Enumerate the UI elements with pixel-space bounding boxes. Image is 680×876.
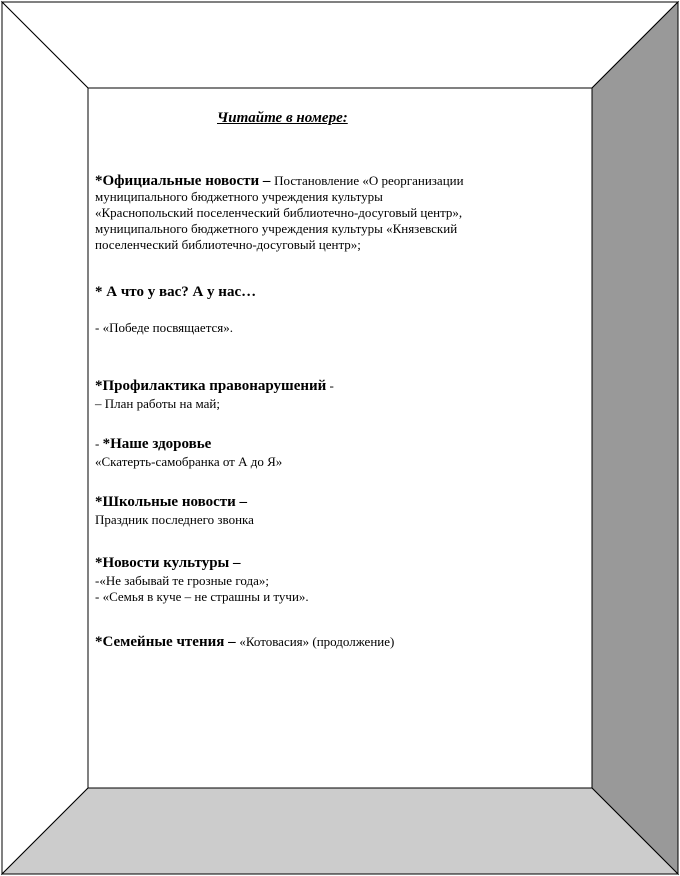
official-news-line-1: муниципального бюджетного учреждения культуры	[95, 189, 383, 204]
section-family	[95, 634, 581, 650]
frame-left-bevel	[2, 2, 88, 874]
culture-line-1: -«Не забывай те грозные года»;	[95, 573, 269, 588]
official-news-heading: *Официальные новости	[95, 173, 260, 189]
ask-line: - «Победе посвящается».	[95, 320, 234, 335]
official-news-line-0: Постановление «О реорганизации	[274, 173, 464, 188]
section-ask	[95, 284, 581, 300]
frame-right-bevel	[592, 2, 678, 874]
section-culture	[95, 555, 581, 605]
newsletter-contents	[89, 89, 589, 787]
ask-heading: * А что у вас? А у нас…	[95, 284, 257, 300]
family-dash: –	[224, 634, 240, 650]
official-news-line-3: муниципального бюджетного учреждения культуры «Князевский	[95, 221, 458, 236]
culture-line-2: - «Семья в куче – не страшны и тучи».	[95, 589, 309, 604]
prevention-dash: -	[326, 378, 334, 393]
family-line: «Котовасия» (продолжение)	[239, 634, 395, 649]
health-prefix: -	[95, 436, 103, 451]
culture-heading: *Новости культуры –	[95, 555, 241, 571]
prevention-heading: *Профилактика правонарушений	[95, 378, 327, 394]
official-news-line-4: поселенческий библиотечно-досуговый центр»;	[95, 237, 361, 252]
school-line: Праздник последнего звонка	[95, 512, 254, 527]
official-news-dash: –	[259, 173, 275, 189]
section-prevention	[95, 378, 581, 412]
frame-top-bevel	[2, 2, 678, 88]
health-heading: *Наше здоровье	[102, 436, 212, 452]
frame-bottom-bevel	[2, 788, 678, 874]
page-title: Читайте в номере:	[217, 110, 348, 126]
prevention-line: – План работы на май;	[95, 396, 220, 411]
health-line: «Скатерть-самобранка от А до Я»	[95, 454, 283, 469]
section-official-news	[95, 173, 581, 253]
section-school	[95, 494, 581, 528]
section-ask-item	[95, 320, 581, 336]
school-heading: *Школьные новости –	[95, 494, 248, 510]
official-news-line-2: «Краснопольский поселенческий библиотечно-досуговый центр»,	[95, 205, 463, 220]
section-health	[95, 436, 581, 470]
family-heading: *Семейные чтения	[95, 634, 225, 650]
